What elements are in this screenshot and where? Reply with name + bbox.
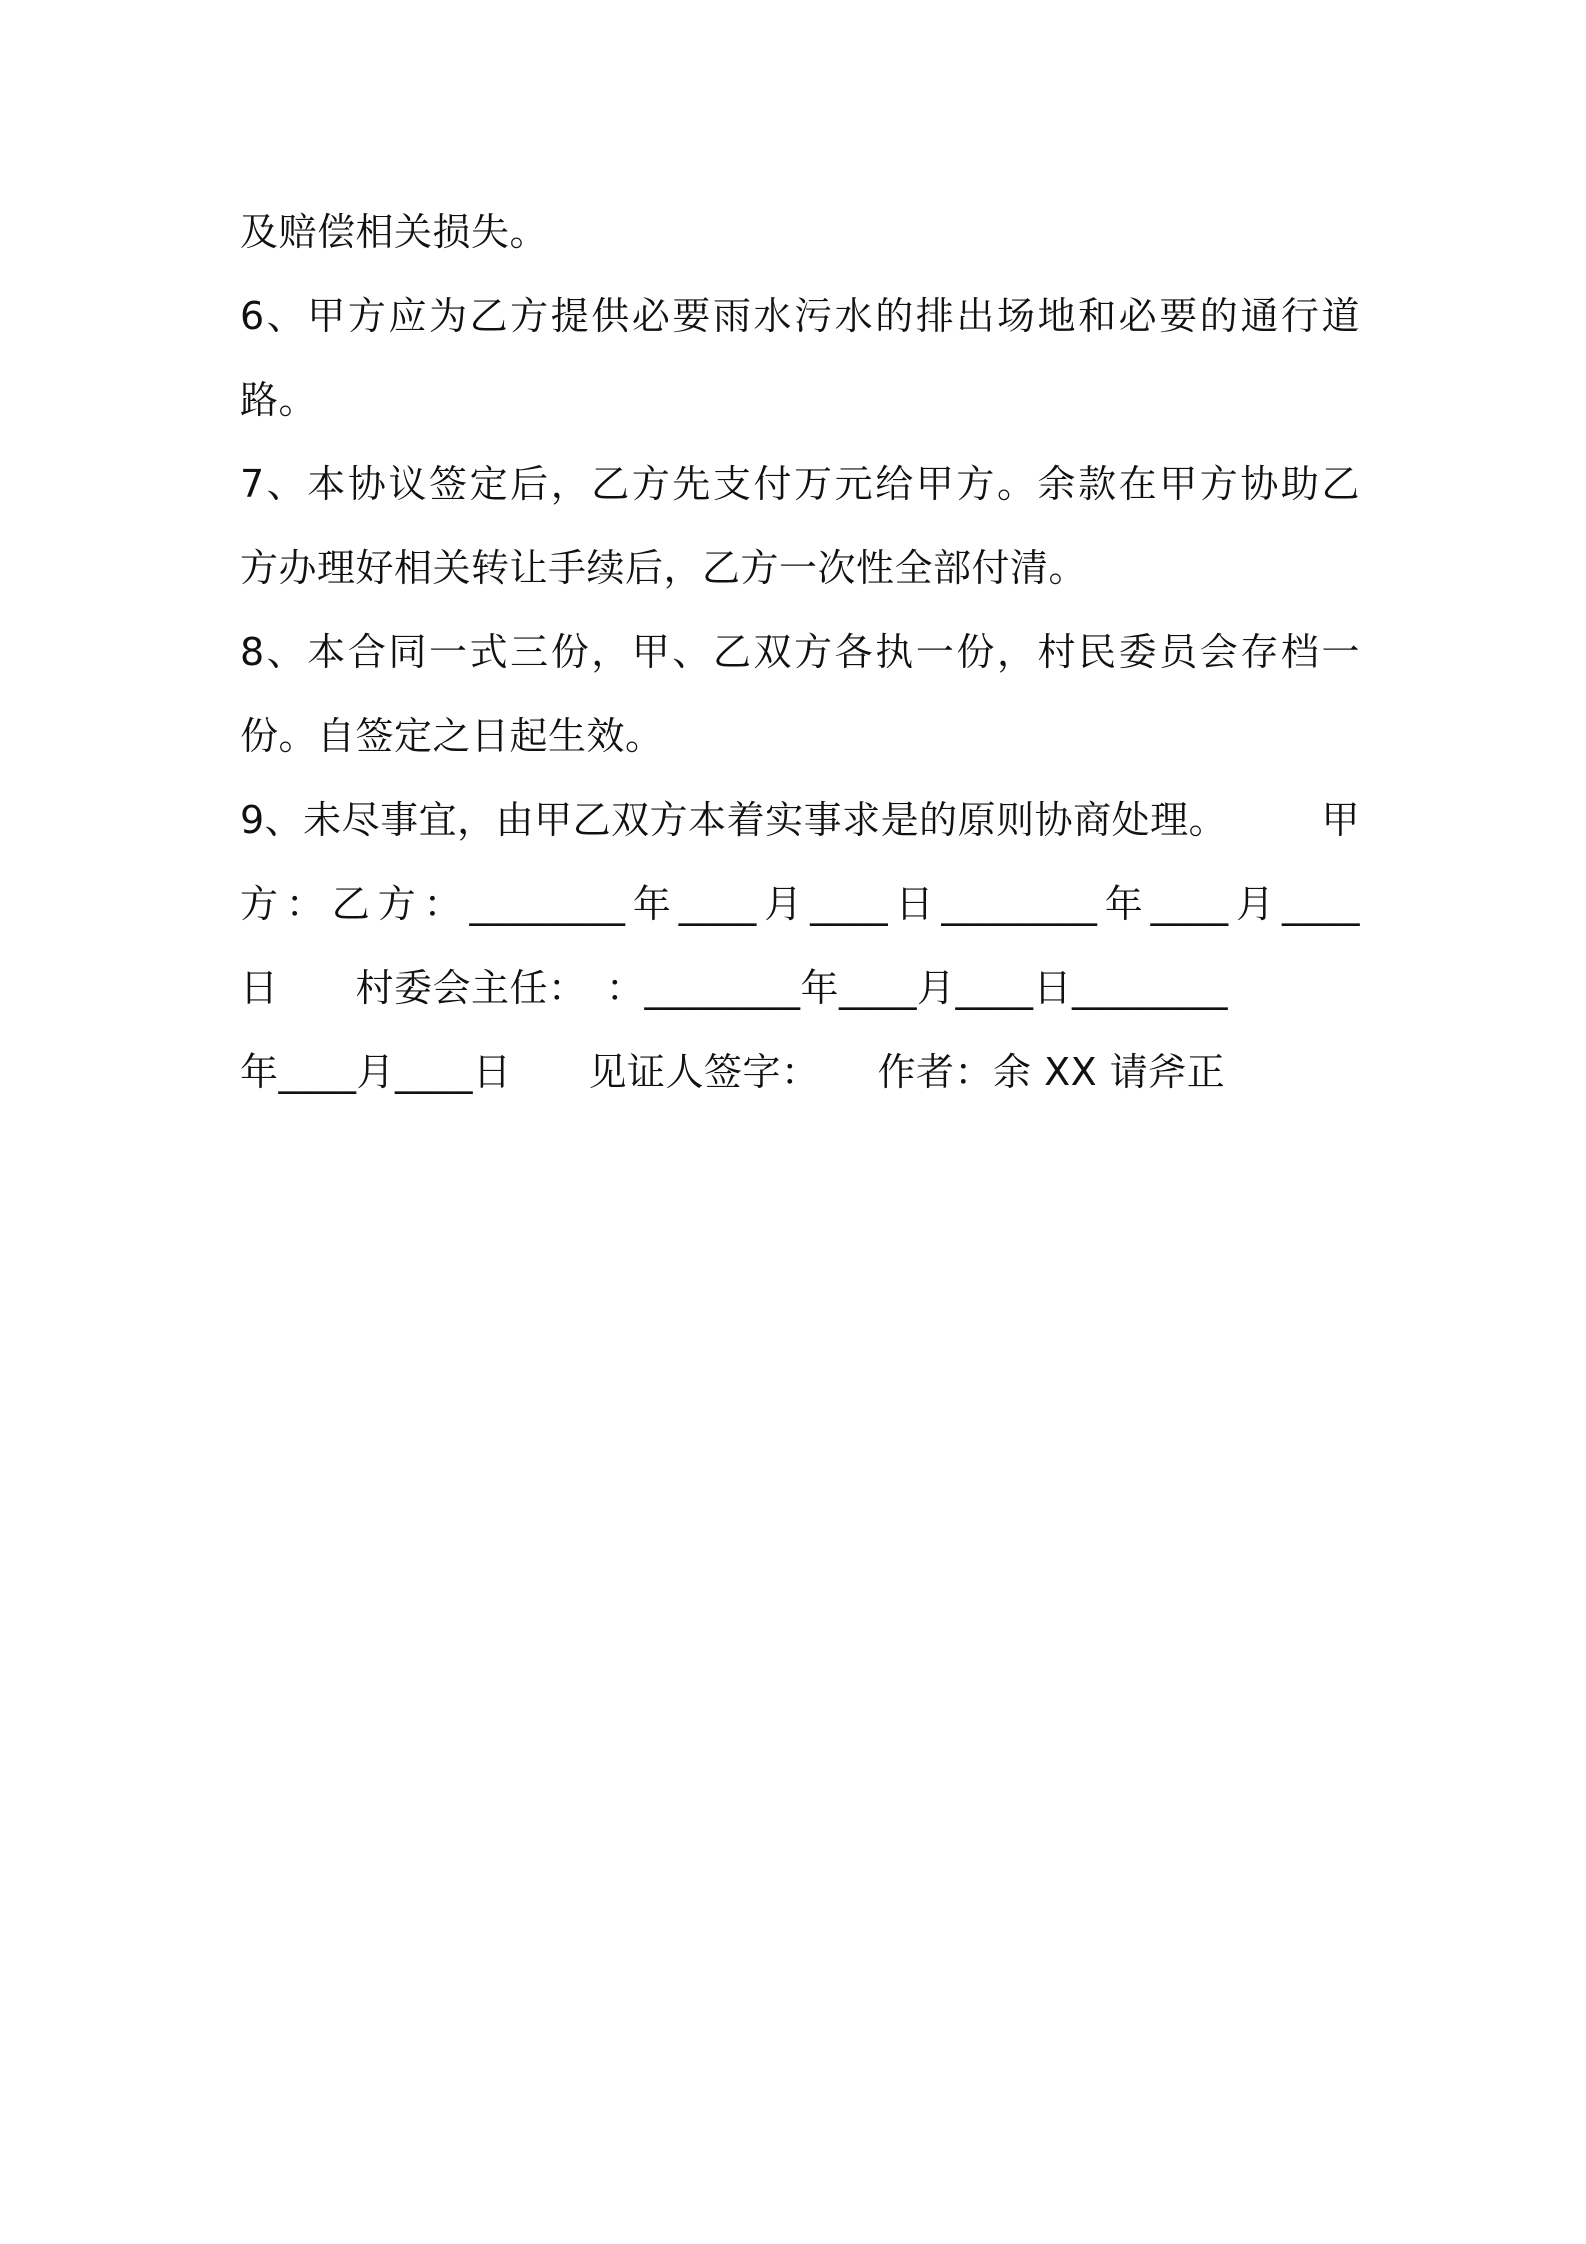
text-line-3: 路。 — [240, 378, 318, 422]
text-line-6: 8、本合同一式三份，甲、乙双方各执一份，村民委员会存档一 — [240, 630, 1360, 674]
text-line-7: 份。自签定之日起生效。 — [240, 714, 664, 758]
signature-line-1: 方：乙方：________年____月____日________年____月____ — [240, 882, 1360, 926]
text-line-2: 6、甲方应为乙方提供必要雨水污水的排出场地和必要的通行道 — [240, 294, 1360, 338]
text-line-4: 7、本协议签定后，乙方先支付万元给甲方。余款在甲方协助乙 — [240, 462, 1360, 506]
text-line-5: 方办理好相关转让手续后，乙方一次性全部付清。 — [240, 546, 1088, 590]
text-line-1: 及赔偿相关损失。 — [240, 210, 549, 254]
party-a-label-start: 甲 — [1321, 798, 1360, 842]
document-body — [240, 190, 1360, 1114]
text-line-8 — [240, 778, 1360, 862]
signature-line-2: 日 村委会主任： ：________年____月____日________ — [240, 966, 1229, 1010]
clause-9-text: 9、未尽事宜，由甲乙双方本着实事求是的原则协商处理。 — [240, 798, 1228, 842]
signature-line-3: 年____月____日 见证人签字： 作者：余 XX 请斧正 — [240, 1050, 1226, 1094]
